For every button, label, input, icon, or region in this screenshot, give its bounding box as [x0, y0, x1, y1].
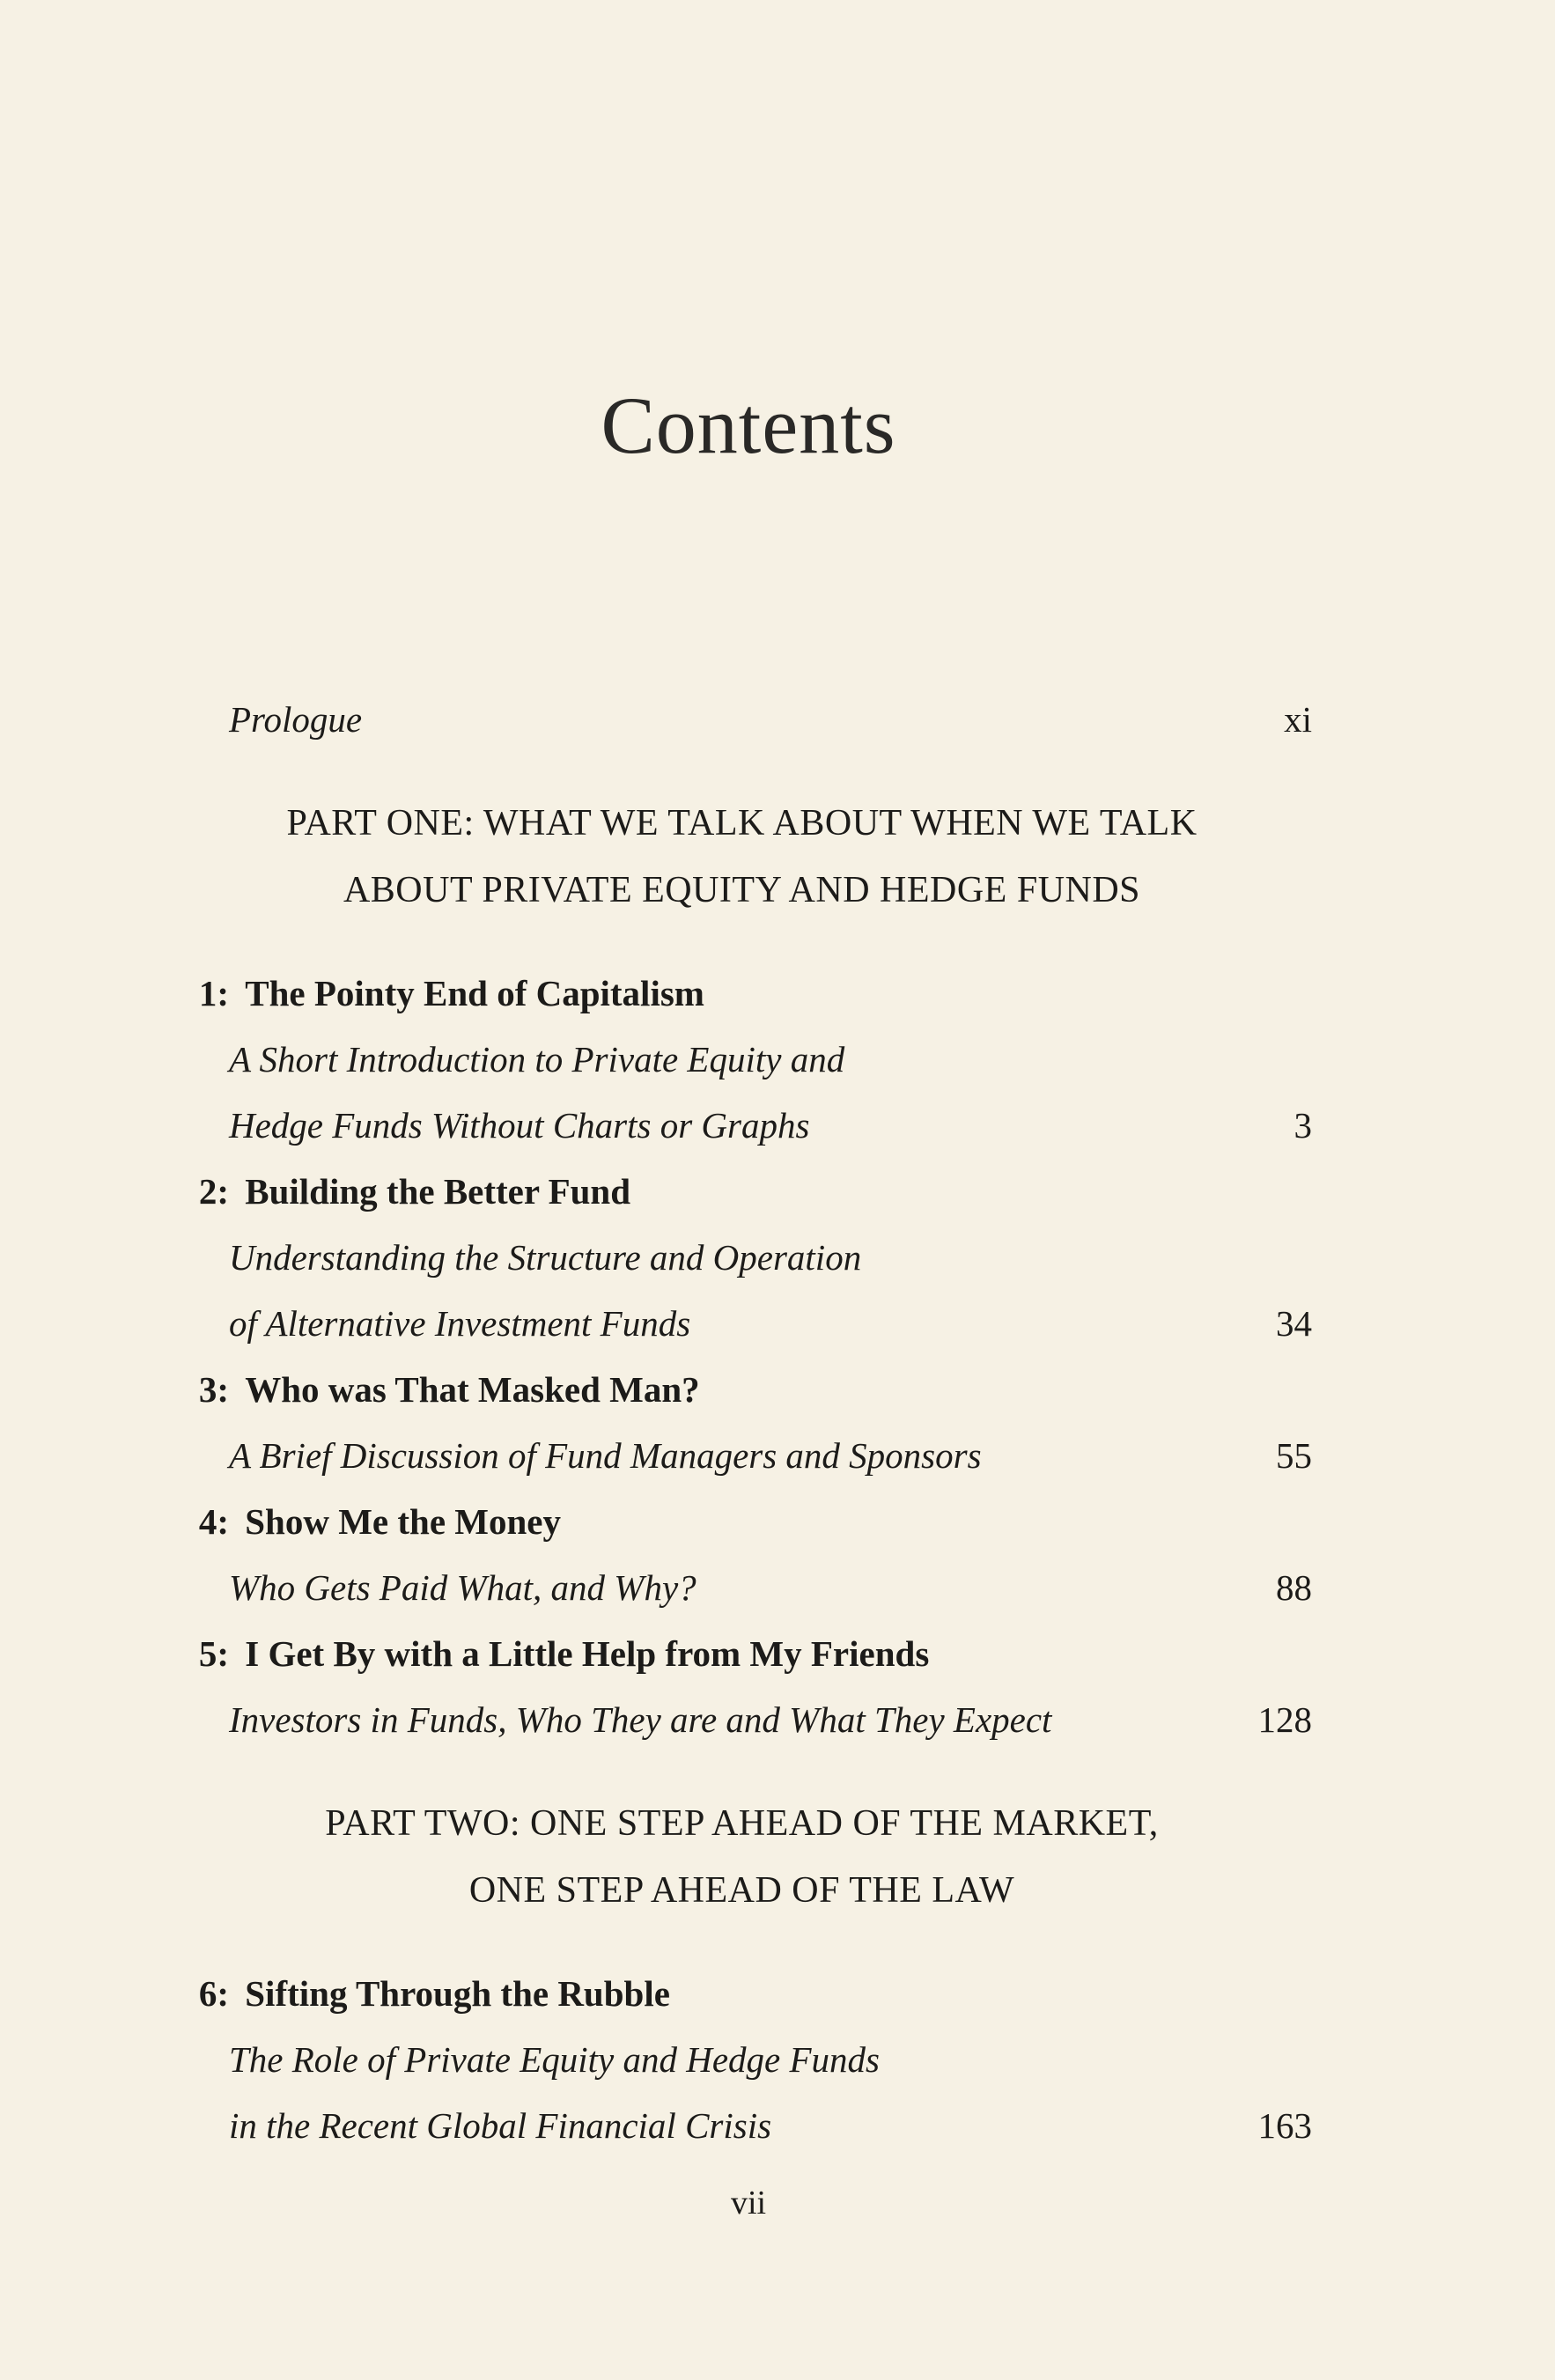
toc-chapter-5[interactable]	[172, 1621, 1312, 1687]
page-number: 3	[1293, 1105, 1312, 1146]
part-one-heading	[207, 790, 1277, 924]
toc-chapter-1[interactable]	[172, 961, 1312, 1027]
chapter-number: 3:	[198, 1369, 229, 1410]
subtitle-line: of Alternative Investment Funds	[229, 1303, 691, 1344]
toc-chapter-3[interactable]	[172, 1357, 1312, 1423]
chapter-number: 5:	[198, 1633, 229, 1674]
subtitle-line: A Short Introduction to Private Equity and	[229, 1039, 845, 1079]
subtitle-line: A Brief Discussion of Fund Managers and Sponsors	[229, 1435, 982, 1476]
chapter-subtitle	[172, 1027, 1312, 1093]
chapter-number: 6:	[198, 1973, 229, 2014]
chapter-title: Show Me the Money	[245, 1501, 561, 1542]
table-of-contents	[172, 687, 1312, 2159]
part-heading-line: PART ONE: WHAT WE TALK ABOUT WHEN WE TALK	[286, 803, 1198, 844]
subtitle-line: Who Gets Paid What, and Why?	[229, 1567, 696, 1608]
page-number: 34	[1276, 1303, 1312, 1344]
chapter-number: 2:	[198, 1171, 229, 1212]
chapter-subtitle	[172, 1291, 1312, 1357]
chapter-subtitle	[172, 1225, 1312, 1291]
chapter-title: Who was That Masked Man?	[245, 1369, 700, 1410]
chapter-number: 4:	[198, 1501, 229, 1542]
toc-entry-prologue[interactable]	[172, 687, 1312, 753]
chapter-subtitle	[172, 2027, 1312, 2093]
subtitle-line: Investors in Funds, Who They are and What They Expect	[229, 1699, 1052, 1740]
chapter-subtitle	[172, 1423, 1312, 1489]
folio-page-number: vii	[730, 2185, 767, 2222]
page-number: 88	[1276, 1567, 1312, 1608]
toc-chapter-2[interactable]	[172, 1159, 1312, 1225]
part-heading-line: ABOUT PRIVATE EQUITY AND HEDGE FUNDS	[343, 870, 1141, 910]
chapter-title: Building the Better Fund	[245, 1171, 631, 1212]
page-title: Contents	[601, 380, 896, 470]
subtitle-line: Hedge Funds Without Charts or Graphs	[229, 1105, 810, 1146]
subtitle-line: in the Recent Global Financial Crisis	[229, 2105, 772, 2146]
chapter-number: 1:	[198, 973, 229, 1013]
chapter-subtitle	[172, 1093, 1312, 1159]
part-heading-line: ONE STEP AHEAD OF THE LAW	[468, 1870, 1015, 1911]
prologue-label: Prologue	[229, 699, 363, 740]
chapter-subtitle	[172, 1687, 1312, 1753]
toc-chapter-4[interactable]	[172, 1489, 1312, 1555]
toc-chapter-6[interactable]	[172, 1961, 1312, 2027]
subtitle-line: Understanding the Structure and Operation	[229, 1237, 862, 1278]
chapter-title: The Pointy End of Capitalism	[245, 973, 704, 1013]
chapter-subtitle	[172, 1555, 1312, 1621]
chapter-title: Sifting Through the Rubble	[245, 1973, 670, 2014]
chapter-title: I Get By with a Little Help from My Friends	[245, 1633, 930, 1674]
page-number: 163	[1257, 2105, 1312, 2146]
chapter-subtitle	[172, 2093, 1312, 2159]
part-two-heading	[207, 1790, 1277, 1924]
subtitle-line: The Role of Private Equity and Hedge Funds	[229, 2039, 880, 2080]
page-number: xi	[1284, 699, 1312, 740]
page-number: 128	[1257, 1699, 1312, 1740]
page-number: 55	[1276, 1435, 1312, 1476]
part-heading-line: PART TWO: ONE STEP AHEAD OF THE MARKET,	[325, 1803, 1159, 1844]
